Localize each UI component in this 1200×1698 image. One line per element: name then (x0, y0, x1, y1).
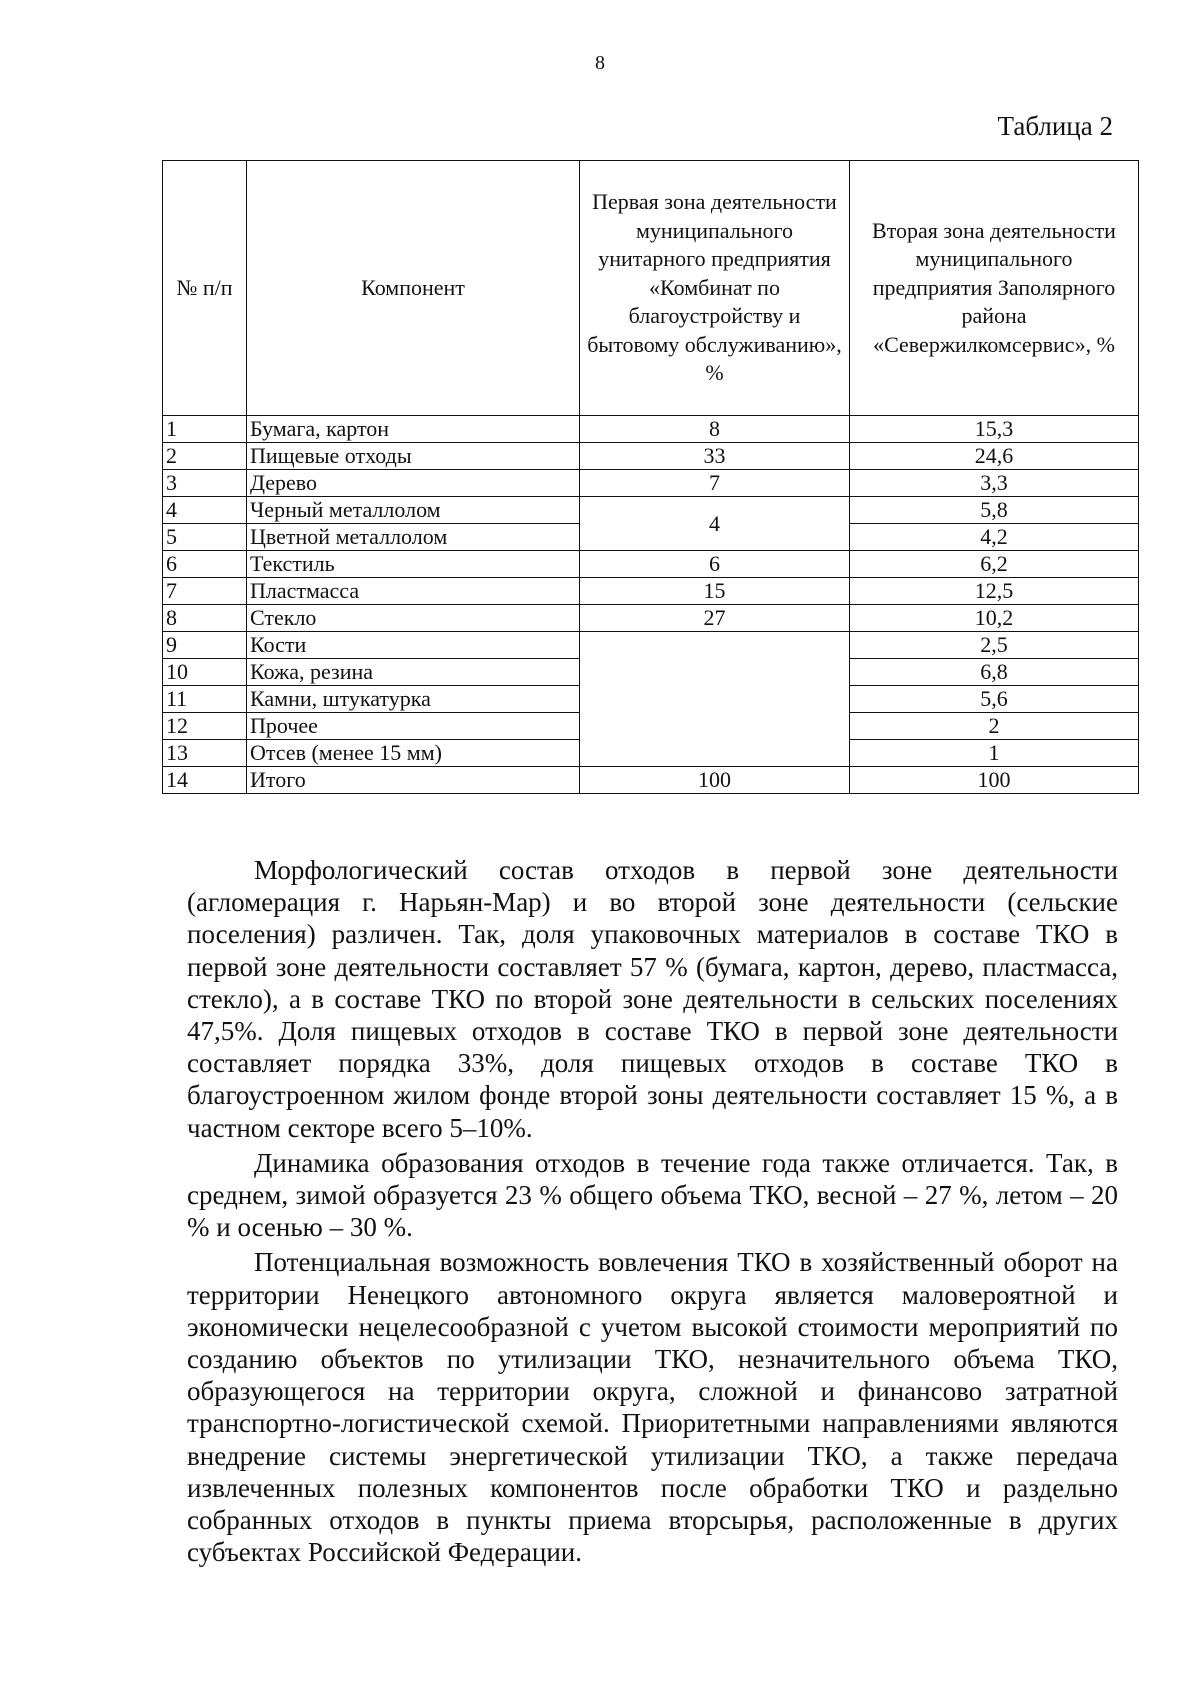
row-zone1-value: 8 (580, 416, 850, 443)
row-component: Камни, штукатурка (247, 686, 580, 713)
row-zone1-value: 15 (580, 578, 850, 605)
row-zone1-value: 6 (580, 551, 850, 578)
row-component: Пищевые отходы (247, 443, 580, 470)
header-zone1: Первая зона деятельности муниципального унитарного предприятия «Комбинат по благоустройству и бытовому обслуживанию», % (580, 161, 850, 416)
row-component: Бумага, картон (247, 416, 580, 443)
header-component: Компонент (247, 161, 580, 416)
row-number: 12 (163, 713, 247, 740)
row-zone1-value: 27 (580, 605, 850, 632)
row-zone1-empty-merged (580, 632, 850, 767)
row-zone2-value: 1 (850, 740, 1139, 767)
header-zone2: Вторая зона деятельности муниципального предприятия Заполярного района «Севержилкомсервис», % (850, 161, 1139, 416)
row-zone1-value-merged: 4 (580, 497, 850, 551)
row-zone2-value: 6,8 (850, 659, 1139, 686)
row-zone2-value: 4,2 (850, 524, 1139, 551)
row-component: Пластмасса (247, 578, 580, 605)
header-number: № п/п (163, 161, 247, 416)
row-component: Дерево (247, 470, 580, 497)
table-row (163, 416, 1139, 443)
row-component: Текстиль (247, 551, 580, 578)
table-row (163, 443, 1139, 470)
row-zone2-value: 12,5 (850, 578, 1139, 605)
row-component: Цветной металлолом (247, 524, 580, 551)
row-number: 9 (163, 632, 247, 659)
row-number: 7 (163, 578, 247, 605)
row-number: 6 (163, 551, 247, 578)
row-number: 2 (163, 443, 247, 470)
body-text (187, 854, 1118, 1568)
table-row (163, 470, 1139, 497)
paragraph-utilization-potential: Потенциальная возможность вовлечения ТКО в хозяйственный оборот на территории Ненецкого автономного округа является маловероятной и экономически нецелесообразной с учетом высокой стоимости мероприятий по созданию объектов по утилизации ТКО, незначительного объема ТКО, образующегося на территории округа, сложной и финансово затратной транспортно-логистической схемой. Приоритетными направлениями являются внедрение системы энергетической утилизации ТКО, а также передача извлеченных полезных компонентов после обработки ТКО и раздельно собранных отходов в пункты приема вторсырья, расположенные в других субъектах Российской Федерации. (187, 1247, 1118, 1568)
table-row (163, 497, 1139, 524)
row-zone2-value: 2,5 (850, 632, 1139, 659)
row-zone2-value: 10,2 (850, 605, 1139, 632)
row-number: 3 (163, 470, 247, 497)
row-number: 5 (163, 524, 247, 551)
row-zone2-value: 6,2 (850, 551, 1139, 578)
row-zone1-value: 100 (580, 767, 850, 794)
row-component: Отсев (менее 15 мм) (247, 740, 580, 767)
waste-composition-table (162, 160, 1139, 794)
table-row-total (163, 767, 1139, 794)
row-component: Прочее (247, 713, 580, 740)
row-number: 1 (163, 416, 247, 443)
row-number: 11 (163, 686, 247, 713)
row-number: 14 (163, 767, 247, 794)
row-component: Кожа, резина (247, 659, 580, 686)
row-zone2-value: 2 (850, 713, 1139, 740)
page-number: 8 (595, 52, 605, 74)
row-zone2-value: 24,6 (850, 443, 1139, 470)
row-zone1-value: 33 (580, 443, 850, 470)
row-number: 8 (163, 605, 247, 632)
row-number: 13 (163, 740, 247, 767)
table-row (163, 605, 1139, 632)
row-component: Стекло (247, 605, 580, 632)
row-zone2-value: 100 (850, 767, 1139, 794)
row-component: Итого (247, 767, 580, 794)
row-number: 4 (163, 497, 247, 524)
table-row (163, 632, 1139, 659)
table-row (163, 551, 1139, 578)
row-zone2-value: 5,6 (850, 686, 1139, 713)
table-row (163, 578, 1139, 605)
row-zone1-value: 7 (580, 470, 850, 497)
row-zone2-value: 3,3 (850, 470, 1139, 497)
table-header-row (163, 161, 1139, 416)
paragraph-morphology: Морфологический состав отходов в первой зоне деятельности (агломерация г. Нарьян-Мар) и во второй зоне деятельности (сельские поселения) различен. Так, доля упаковочных материалов в составе ТКО в первой зоне деятельности составляет 57 % (бумага, картон, дерево, пластмасса, стекло), а в составе ТКО по второй зоне деятельности в сельских поселениях 47,5%. Доля пищевых отходов в составе ТКО в первой зоне деятельности составляет порядка 33%, доля пищевых отходов в составе ТКО в благоустроенном жилом фонде второй зоны деятельности составляет 15 %, а в частном секторе всего 5–10%. (187, 855, 1118, 1143)
row-zone2-value: 15,3 (850, 416, 1139, 443)
table-caption: Таблица 2 (997, 111, 1113, 141)
paragraph-seasonal-dynamics: Динамика образования отходов в течение года также отличается. Так, в среднем, зимой образуется 23 % общего объема ТКО, весной – 27 %, летом – 20 % и осенью – 30 %. (187, 1147, 1118, 1243)
row-zone2-value: 5,8 (850, 497, 1139, 524)
row-component: Кости (247, 632, 580, 659)
row-component: Черный металлолом (247, 497, 580, 524)
row-number: 10 (163, 659, 247, 686)
